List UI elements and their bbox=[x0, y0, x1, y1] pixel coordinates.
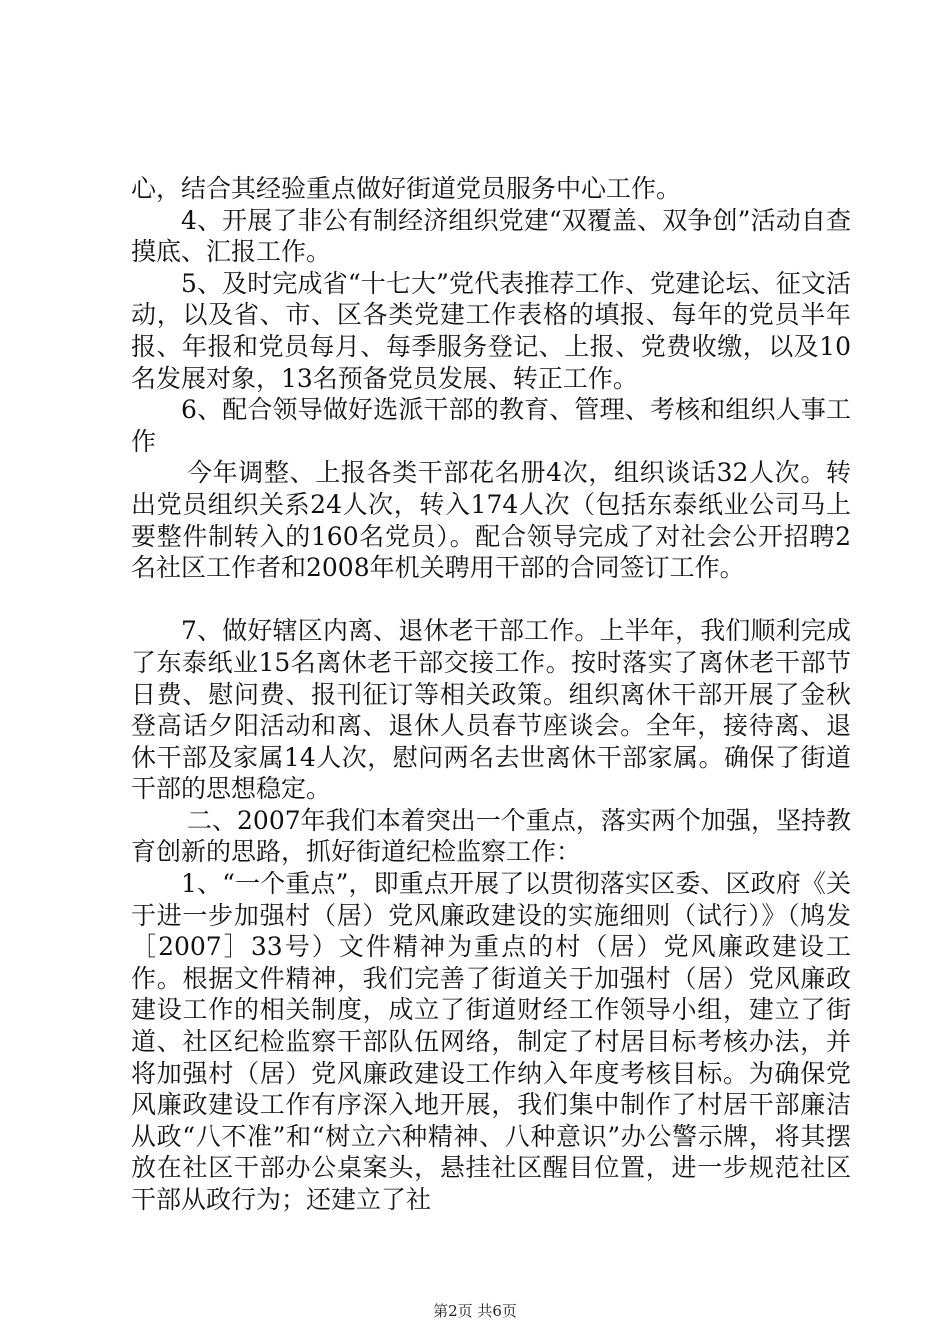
paragraph-gap bbox=[131, 584, 851, 616]
paragraph-section-2: 二、2007年我们本着突出一个重点，落实两个加强，坚持教育创新的思路，抓好街道纪检监察工作： bbox=[131, 805, 851, 867]
paragraph-continuation: 心，结合其经验重点做好街道党员服务中心工作。 bbox=[131, 174, 682, 203]
page-footer: 第2页 共6页 bbox=[433, 1302, 517, 1320]
paragraph-item-7: 7、做好辖区内离、退休老干部工作。上半年，我们顺利完成了东泰纸业15名离休老干部交接工作。按时落实了离休老干部节日费、慰问费、报刊征订等相关政策。组织离休干部开展了金秋登高话夕阳活动和离、退休人员春节座谈会。全年，接待离、退休干部及家属14人次，慰问两名去世离休干部家属。确保了街道干部的思想稳定。 bbox=[131, 616, 851, 804]
paragraph-item-6: 6、配合领导做好选派干部的教育、管理、考核和组织人事工作 bbox=[131, 395, 851, 456]
paragraph-personnel: 今年调整、上报各类干部花名册4次，组织谈话32人次。转出党员组织关系24人次，转入174人次（包括东泰纸业公司马上要整件制转入的160名党员）。配合领导完成了对社会公开招聘2名社区工作者和2008年机关聘用干部的合同签订工作。 bbox=[131, 458, 851, 583]
paragraph-item-5: 5、及时完成省“十七大”党代表推荐工作、党建论坛、征文活动，以及省、市、区各类党建工作表格的填报、每年的党员半年报、年报和党员每月、每季服务登记、上报、党费收缴，以及10名发展对象，13名预备党员发展、转正工作。 bbox=[131, 268, 851, 393]
paragraph-item-1: 1、“一个重点”，即重点开展了以贯彻落实区委、区政府《关于进一步加强村（居）党风廉政建设的实施细则（试行）》（鸠发［2007］33号）文件精神为重点的村（居）党风廉政建设工作。根据文件精神，我们完善了街道关于加强村（居）党风廉政建设工作的相关制度，成立了街道财经工作领导小组，建立了街道、社区纪检监察干部队伍网络，制定了村居目标考核办法，并将加强村（居）党风廉政建设工作纳入年度考核目标。为确保党风廉政建设工作有序深入地开展，我们集中制作了村居干部廉洁从政“八不准”和“树立六种精神、八种意识”办公警示牌，将其摆放在社区干部办公桌案头，悬挂社区醒目位置，进一步规范社区干部从政行为；还建立了社 bbox=[131, 869, 851, 1214]
paragraph-item-4: 4、开展了非公有制经济组织党建“双覆盖、双争创”活动自查摸底、汇报工作。 bbox=[131, 205, 851, 267]
document-body bbox=[131, 173, 851, 1216]
